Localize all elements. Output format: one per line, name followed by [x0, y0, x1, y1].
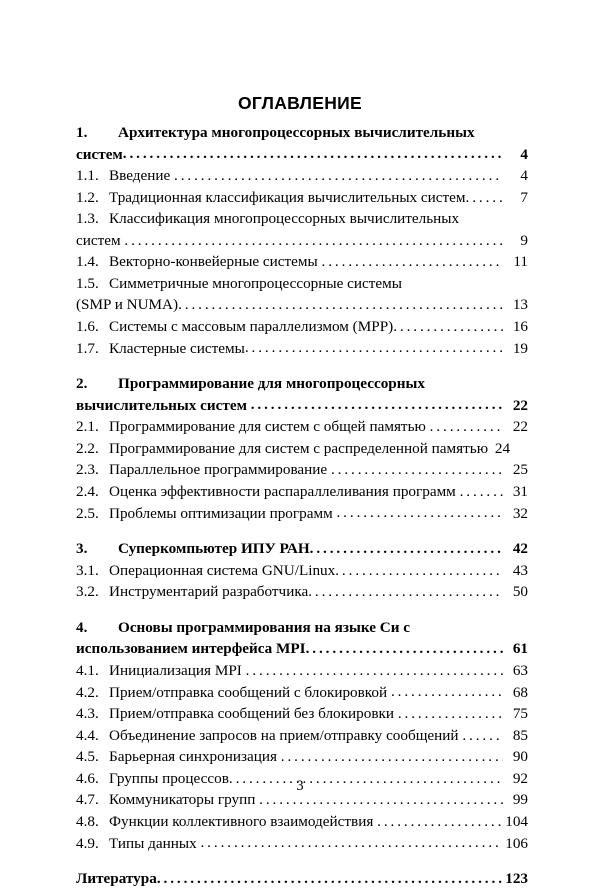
toc-entry[interactable] [76, 725, 528, 747]
toc-entry-label: Архитектура многопроцессорных вычислительных [118, 124, 475, 141]
page-number-footer: 3 [296, 778, 304, 794]
toc-entry-line-continued [76, 638, 528, 660]
toc-entry-label: Прием/отправка сообщений с блокировкой [109, 683, 391, 701]
toc-entry-number: 4.1. [76, 661, 99, 679]
toc-entry-label: Векторно-конвейерные системы [109, 253, 322, 271]
toc-entry-number: 2.1. [76, 418, 99, 436]
toc-entry-label: Объединение запросов на прием/отправку сообщений [109, 726, 463, 744]
toc-entry-label: Проблемы оптимизации программ [109, 504, 337, 522]
toc-entry-label: Введение [109, 167, 175, 185]
toc-entry-page-number: 4 [520, 167, 528, 185]
toc-entry-page-number: 63 [512, 661, 528, 679]
toc-entry-label-continued: систем [76, 145, 123, 163]
toc-entry-page-number: 90 [512, 748, 528, 766]
toc-entry-line [76, 832, 528, 854]
toc-entry-label-continued: вычислительных систем [76, 396, 251, 414]
toc-entry-line-continued [76, 143, 528, 165]
toc-leader-dots [335, 560, 503, 575]
toc-entry-page-number: 106 [505, 834, 528, 852]
toc-entry-page-number: 42 [512, 540, 528, 558]
toc-entry-line [76, 165, 528, 187]
toc-entry-page-number: 16 [512, 317, 528, 335]
toc-entry-page-number: 22 [512, 396, 528, 414]
toc-entry-line [76, 251, 528, 273]
toc-entry-line [76, 746, 528, 768]
toc-entry-number: 4.3. [76, 705, 99, 723]
toc-leader-dots [281, 746, 503, 761]
toc-entry-number: 4. [76, 618, 88, 636]
toc-entry[interactable] [76, 337, 528, 359]
toc-entry-line [76, 868, 528, 890]
toc-leader-dots [322, 251, 503, 266]
toc-entry-label-continued: использованием интерфейса MPI [76, 640, 306, 658]
toc-entry-line [76, 316, 528, 338]
toc-entry-line [76, 438, 528, 460]
toc-leader-dots [246, 660, 503, 675]
toc-entry[interactable] [76, 868, 528, 890]
toc-entry-page-number: 31 [512, 482, 528, 500]
toc-leader-dots [124, 230, 503, 245]
toc-entry-number: 4.9. [76, 834, 99, 852]
toc-leader-dots [308, 581, 503, 596]
toc-entry-page-number: 104 [505, 813, 528, 831]
toc-entry-label: Системы с массовым параллелизмом (MPP) [109, 317, 394, 335]
toc-entry-line [76, 560, 528, 582]
toc-entry-label: Программирование для систем с общей памятью [109, 418, 430, 436]
toc-entry[interactable] [76, 273, 528, 316]
toc-entry-number: 3.1. [76, 561, 99, 579]
toc-entry-line [76, 416, 528, 438]
toc-entry-line [76, 703, 528, 725]
toc-entry-page-number: 68 [512, 683, 528, 701]
toc-leader-dots [174, 165, 503, 180]
toc-entry-label: Классификация многопроцессорных вычислительных [109, 210, 460, 228]
toc-entry[interactable] [76, 481, 528, 503]
toc-entry-line [76, 481, 528, 503]
toc-entry-label: Коммуникаторы групп [109, 791, 260, 809]
toc-entry-line [76, 187, 528, 209]
toc-entry[interactable] [76, 538, 528, 560]
toc-entry[interactable] [76, 832, 528, 854]
toc-entry-line [76, 208, 528, 229]
toc-entry[interactable] [76, 187, 528, 209]
toc-entry-page-number: 85 [512, 726, 528, 744]
table-of-contents [76, 122, 528, 890]
toc-entry-label: Программирование для систем с распределенной памятью [109, 439, 489, 457]
toc-entry[interactable] [76, 502, 528, 524]
toc-entry-page-number: 19 [512, 339, 528, 357]
toc-entry-number: 1.5. [76, 274, 99, 292]
toc-leader-dots [200, 832, 502, 847]
toc-entry-line-continued [76, 294, 528, 316]
toc-entry-number: 1.6. [76, 317, 99, 335]
toc-entry[interactable] [76, 122, 528, 165]
toc-leader-dots [123, 143, 503, 158]
toc-entry[interactable] [76, 746, 528, 768]
toc-leader-dots [178, 294, 503, 309]
toc-entry-page-number: 123 [505, 870, 528, 888]
toc-entry[interactable] [76, 459, 528, 481]
toc-leader-dots [245, 337, 503, 352]
toc-leader-dots [377, 811, 502, 826]
page-title: ОГЛАВЛЕНИЕ [237, 93, 363, 113]
toc-entry-page-number: 7 [520, 188, 528, 206]
toc-entry-line [76, 681, 528, 703]
toc-entry-line [76, 660, 528, 682]
toc-entry[interactable] [76, 438, 528, 460]
toc-entry-page-number: 22 [512, 418, 528, 436]
toc-entry-number: 2.2. [76, 439, 99, 457]
toc-entry-page-number: 92 [512, 769, 528, 787]
toc-entry-number: 2.4. [76, 482, 99, 500]
toc-entry[interactable] [76, 811, 528, 833]
toc-entry[interactable] [76, 416, 528, 438]
toc-entry-label: Оценка эффективности распараллеливания программ [109, 482, 460, 500]
toc-entry[interactable] [76, 560, 528, 582]
toc-entry-number: 1.4. [76, 253, 99, 271]
toc-entry-number: 3. [76, 540, 88, 558]
toc-entry-page-number: 9 [520, 231, 528, 249]
toc-leader-dots [336, 502, 503, 517]
toc-entry-label-continued: систем [76, 231, 125, 249]
toc-entry-line-continued [76, 394, 528, 416]
toc-entry-page-number: 75 [512, 705, 528, 723]
toc-entry-page-number: 11 [513, 253, 528, 271]
toc-entry-label: Барьерная синхронизация [109, 748, 281, 766]
toc-leader-dots [460, 481, 503, 496]
toc-entry-line [76, 811, 528, 833]
toc-entry-line-continued [76, 230, 528, 252]
toc-entry-label: Традиционная классификация вычислительных систем [109, 188, 466, 206]
toc-entry-page-number: 50 [512, 583, 528, 601]
toc-entry-page-number: 43 [512, 561, 528, 579]
toc-entry-page-number: 99 [512, 791, 528, 809]
toc-entry-label: Группы процессов [109, 769, 229, 787]
toc-entry[interactable] [76, 208, 528, 251]
toc-entry-line [76, 337, 528, 359]
toc-entry-label: Симметричные многопроцессорные системы [109, 274, 402, 292]
toc-entry-number: 2. [76, 374, 88, 392]
toc-entry[interactable] [76, 581, 528, 603]
toc-entry-label: Инструментарий разработчика [109, 583, 309, 601]
toc-entry-label: Операционная система GNU/Linux [109, 561, 336, 579]
toc-entry-line [76, 617, 528, 638]
toc-entry-number: 1.1. [76, 167, 99, 185]
toc-entry-label: Прием/отправка сообщений без блокировки [109, 705, 398, 723]
toc-entry-page-number: 4 [520, 145, 528, 163]
toc-leader-dots [157, 868, 502, 883]
toc-leader-dots [306, 638, 503, 653]
toc-entry-line [76, 725, 528, 747]
toc-entry-label: Суперкомпьютер ИПУ РАН [118, 540, 310, 558]
toc-leader-dots [391, 681, 503, 696]
toc-entry-page-number: 13 [512, 296, 528, 314]
toc-entry-number: 1.2. [76, 188, 99, 206]
toc-entry-number: 1. [76, 124, 88, 141]
toc-entry-number: 4.5. [76, 748, 99, 766]
toc-entry-number: 4.7. [76, 791, 99, 809]
toc-entry-line [76, 459, 528, 481]
toc-entry-number: 4.4. [76, 726, 99, 744]
toc-entry-number: 1.3. [76, 210, 99, 228]
toc-entry[interactable] [76, 165, 528, 187]
toc-entry-label: Программирование для многопроцессорных [118, 374, 425, 392]
toc-leader-dots [462, 725, 503, 740]
toc-entry-label-continued: (SMP и NUMA) [76, 296, 179, 314]
toc-entry-line [76, 122, 528, 143]
toc-entry[interactable] [76, 681, 528, 703]
toc-leader-dots [466, 187, 503, 202]
toc-entry-line [76, 373, 528, 394]
toc-entry-number: 2.5. [76, 504, 99, 522]
toc-entry-number: 4.8. [76, 813, 99, 831]
toc-entry-number: 1.7. [76, 339, 99, 357]
toc-entry-label: Параллельное программирование [109, 461, 331, 479]
toc-leader-dots [393, 316, 503, 331]
toc-entry-label: Основы программирования на языке Си с [118, 618, 411, 636]
toc-leader-dots [331, 459, 503, 474]
toc-entry-number: 2.3. [76, 461, 99, 479]
toc-entry[interactable] [76, 373, 528, 416]
toc-entry[interactable] [76, 316, 528, 338]
toc-entry-number: 3.2. [76, 583, 99, 601]
toc-entry-label: Типы данных [109, 834, 201, 852]
toc-entry[interactable] [76, 660, 528, 682]
toc-entry-line [76, 273, 528, 294]
toc-entry-page-number: 61 [512, 640, 528, 658]
toc-leader-dots [430, 416, 503, 431]
toc-entry-label: Кластерные системы [109, 339, 245, 357]
toc-entry[interactable] [76, 251, 528, 273]
toc-entry-number: 4.2. [76, 683, 99, 701]
toc-leader-dots [251, 394, 503, 409]
toc-entry-line [76, 581, 528, 603]
toc-entry-line [76, 538, 528, 560]
toc-entry[interactable] [76, 617, 528, 660]
toc-entry-number: 4.6. [76, 769, 99, 787]
toc-entry-label: Инициализация MPI [109, 661, 246, 679]
toc-leader-dots [398, 703, 503, 718]
toc-entry-label: Функции коллективного взаимодействия [109, 813, 378, 831]
toc-entry[interactable] [76, 703, 528, 725]
toc-entry-page-number: 24 [494, 439, 511, 457]
toc-entry-page-number: 25 [512, 461, 528, 479]
toc-entry-label: Литература [76, 870, 157, 888]
toc-entry-line [76, 502, 528, 524]
toc-leader-dots [310, 538, 503, 553]
toc-entry-page-number: 32 [512, 504, 528, 522]
